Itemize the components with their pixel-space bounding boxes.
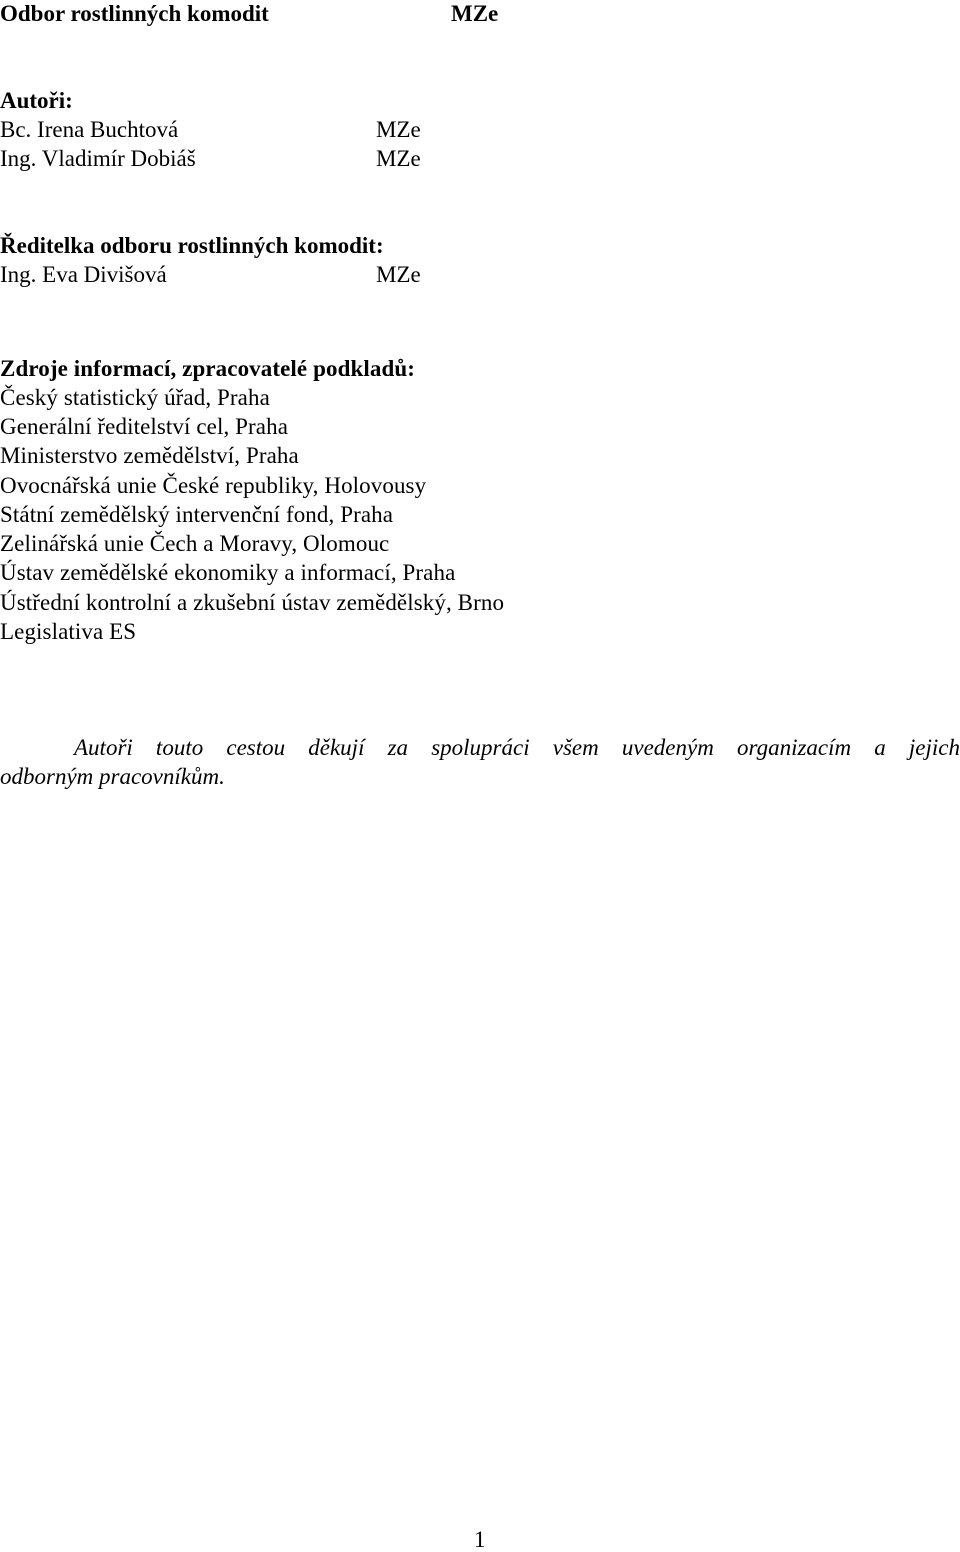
page-number: 1 <box>474 1527 486 1552</box>
author-name: Ing. Vladimír Dobiáš <box>0 146 196 171</box>
source-item: Generální ředitelství cel, Praha <box>0 414 289 439</box>
acknowledgement-line2: odborným pracovníkům. <box>0 764 225 789</box>
director-heading: Ředitelka odboru rostlinných komodit: <box>0 233 384 258</box>
author-name: Bc. Irena Buchtová <box>0 117 179 142</box>
source-item: Ústřední kontrolní a zkušební ústav zemědělský, Brno <box>0 590 505 615</box>
director-org: MZe <box>376 262 421 287</box>
source-item: Ministerstvo zemědělství, Praha <box>0 443 299 468</box>
director-name: Ing. Eva Divišová <box>0 262 167 287</box>
source-item: Státní zemědělský intervenční fond, Praha <box>0 502 394 527</box>
authors-heading: Autoři: <box>0 88 73 113</box>
source-item: Legislativa ES <box>0 619 137 644</box>
author-org: MZe <box>376 117 421 142</box>
source-item: Český statistický úřad, Praha <box>0 385 270 410</box>
source-item: Ovocnářská unie České republiky, Holovousy <box>0 473 427 498</box>
sources-heading: Zdroje informací, zpracovatelé podkladů: <box>0 356 415 381</box>
header-org: MZe <box>451 1 499 26</box>
department-title: Odbor rostlinných komodit <box>0 1 269 26</box>
acknowledgement-line1: Autoři touto cestou děkují za spolupráci všem uvedeným organizacím a jejich <box>74 735 960 760</box>
author-org: MZe <box>376 146 421 171</box>
source-item: Zelinářská unie Čech a Moravy, Olomouc <box>0 531 390 556</box>
source-item: Ústav zemědělské ekonomiky a informací, Praha <box>0 560 456 585</box>
